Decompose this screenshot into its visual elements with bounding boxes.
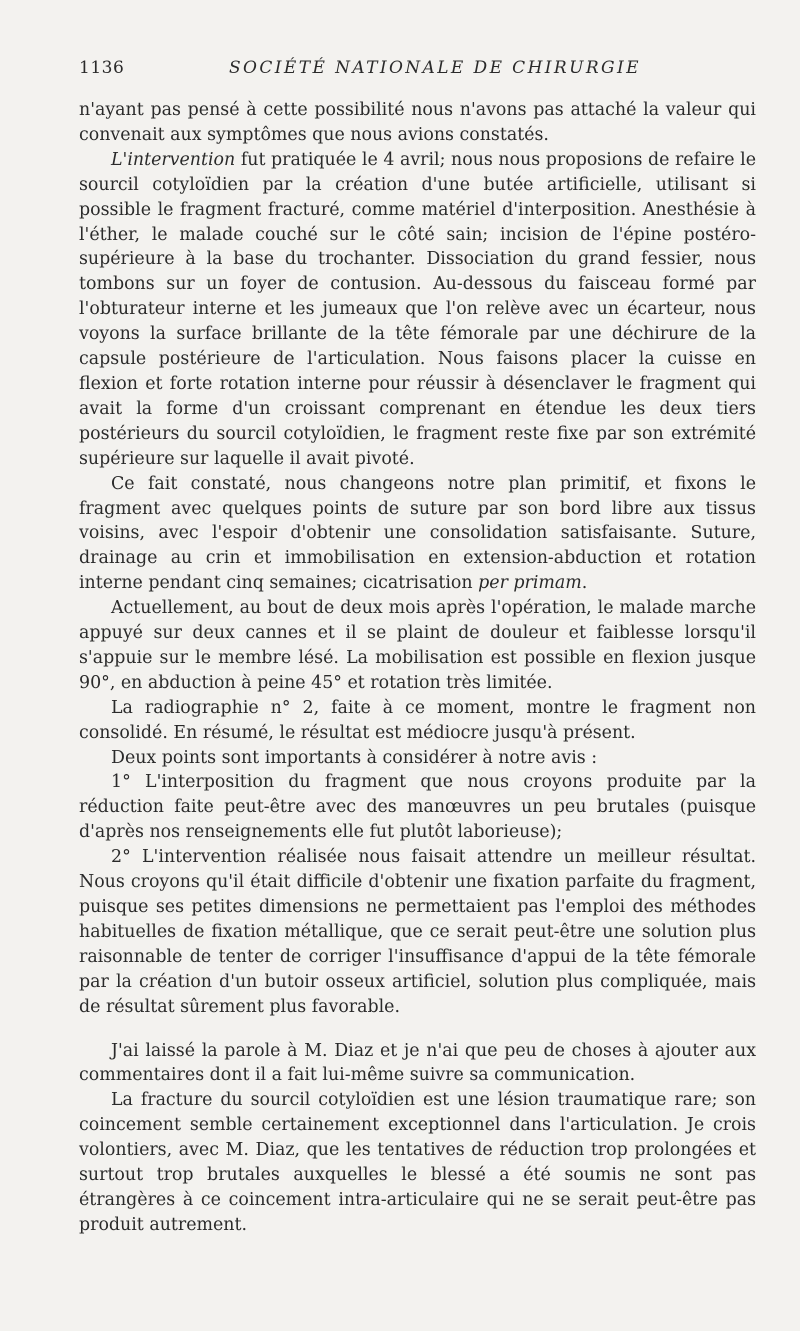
running-title: SOCIÉTÉ NATIONALE DE CHIRURGIE	[229, 58, 641, 78]
paragraph: Deux points sont importants à considérer à notre avis :	[111, 747, 598, 768]
paragraph-text: Ce fait constaté, nous changeons notre plan primitif, et fixons le fragment avec quelques points de suture par son bord libre aux tissus voisins, avec l'espoir d'obtenir une consolidation satisfaisante. Suture, drainage au crin et immobilisation en extension-abduction et rotation interne pendant cinq semaines; cicatrisation	[79, 473, 756, 594]
paragraph	[79, 472, 756, 597]
paragraph: Actuellement, au bout de deux mois après l'opération, le malade marche appuyé sur deux cannes et il se plaint de douleur et faiblesse lorsqu'il s'appuie sur le membre lésé. La mobilisation est possible en flexion jusque 90°, en abduction à peine 45° et rotation très limitée.	[79, 598, 756, 693]
paragraph: J'ai laissé la parole à M. Diaz et je n'ai que peu de choses à ajouter aux commentaires dont il a fait lui-même suivre sa communication.	[79, 1040, 756, 1086]
paragraph: 2° L'intervention réalisée nous faisait attendre un meilleur résultat. Nous croyons qu'il était difficile d'obtenir une fixation parfaite du fragment, puisque ses petites dimensions ne permettaient pas l'emploi des méthodes habituelles de fixation métallique, que ce serait peut-être une solution plus raisonnable de tenter de corriger l'insuffisance d'appui de la tête fémorale par la création d'un butoir osseux artificiel, solution plus compliquée, mais de résultat sûrement plus favorable.	[79, 847, 756, 1017]
page-number: 1136	[79, 58, 125, 78]
emphasis-text: per primam	[478, 573, 582, 594]
paragraph	[79, 148, 756, 472]
paragraph: La radiographie n° 2, faite à ce moment, montre le fragment non consolidé. En résumé, le résultat est médiocre jusqu'à présent.	[79, 697, 756, 743]
emphasis-text: L'intervention	[111, 149, 236, 170]
paragraph: n'ayant pas pensé à cette possibilité nous n'avons pas attaché la valeur qui convenait aux symptômes que nous avions constatés.	[79, 100, 756, 145]
page-header	[79, 58, 756, 84]
paragraph: La fracture du sourcil cotyloïdien est une lésion traumatique rare; son coincement semble certainement exceptionnel dans l'articulation. Je crois volontiers, avec M. Diaz, que les tentatives de réduction trop prolongées et surtout trop brutales auxquelles le blessé a été soumis ne sont pas étrangères à ce coincement intra-articulaire qui ne se serait peut-être pas produit autrement.	[79, 1090, 756, 1235]
body-text	[79, 98, 756, 1238]
paragraph-text: .	[581, 573, 588, 594]
paragraph: 1° L'interposition du fragment que nous croyons produite par la réduction faite peut-être avec des manœuvres un peu brutales (puisque d'après nos renseignements elle fut plutôt laborieuse);	[79, 772, 756, 843]
paragraph-text: fut pratiquée le 4 avril; nous nous proposions de refaire le sourcil cotyloïdien par la création d'une butée artificielle, utilisant si possible le fragment fracturé, comme matériel d'interposition. Anesthésie à l'éther, le malade couché sur le côté sain; incision de l'épine postéro-supérieure à la base du trochanter. Dissociation du grand fessier, nous tombons sur un foyer de contusion. Au-dessous du faisceau formé par l'obturateur interne et les jumeaux que l'on relève avec un écarteur, nous voyons la surface brillante de la tête fémorale par une déchirure de la capsule postérieure de l'articulation. Nous faisons placer la cuisse en flexion et forte rotation interne pour réussir à désenclaver le fragment qui avait la forme d'un croissant comprenant en étendue les deux tiers postérieurs du sourcil cotyloïdien, le fragment reste fixe par son extrémité supérieure sur laquelle il avait pivoté.	[79, 149, 756, 469]
